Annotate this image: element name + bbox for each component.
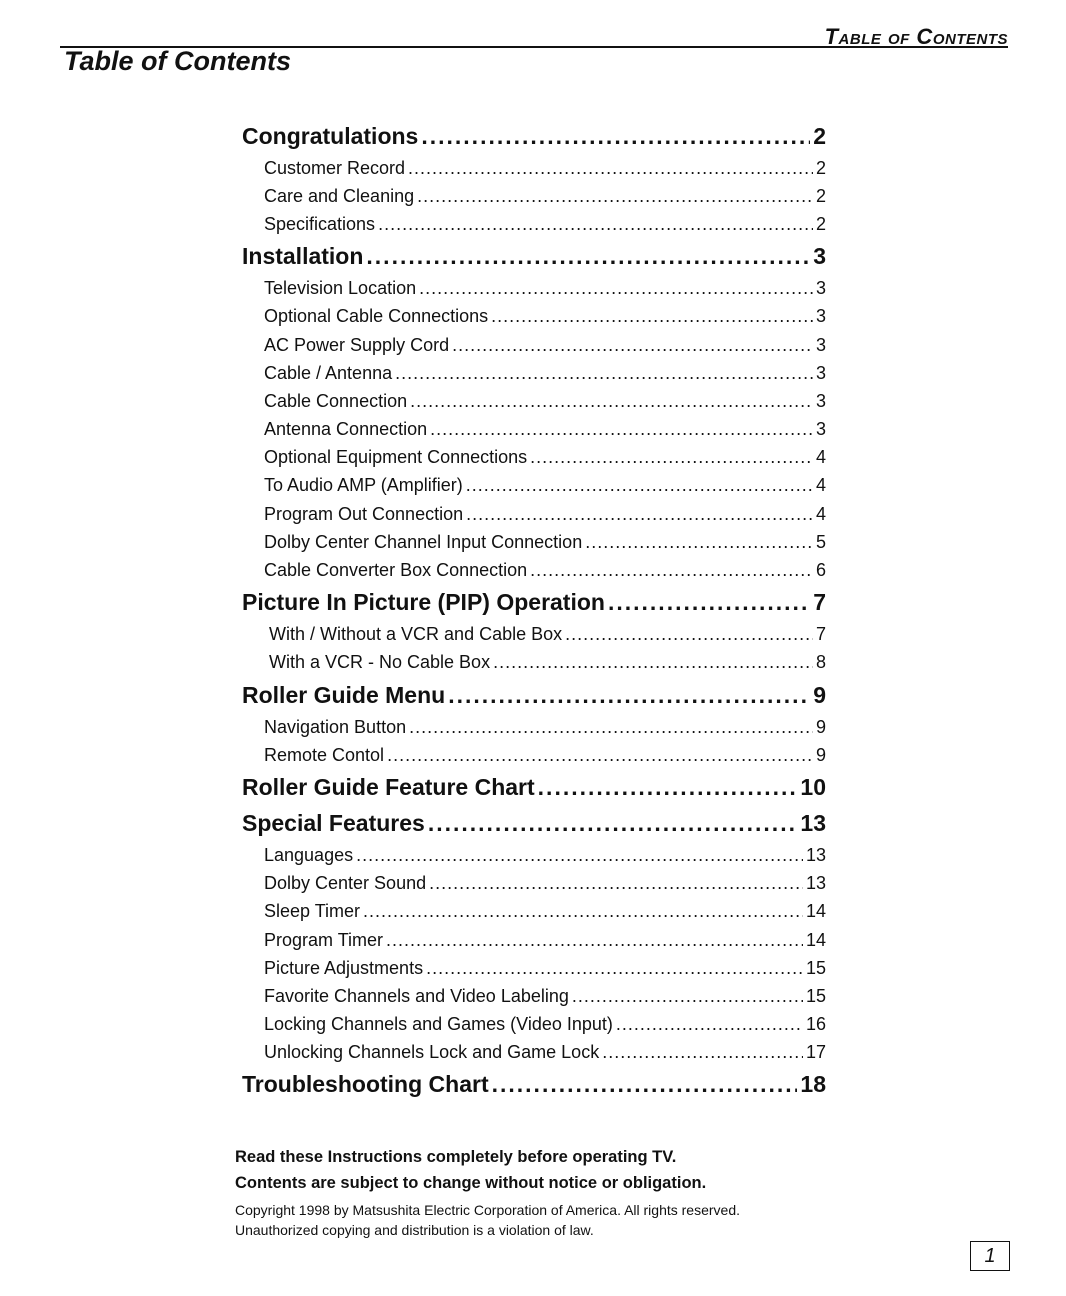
toc-entry-page: 13 — [805, 873, 826, 894]
toc-entry-title: With a VCR - No Cable Box — [269, 652, 491, 673]
notes — [235, 1144, 855, 1240]
toc-section-entry — [242, 805, 826, 841]
toc-entry-page: 3 — [815, 334, 826, 355]
toc-entry-page: 15 — [805, 985, 826, 1006]
toc-entry-title: Troubleshooting Chart — [242, 1071, 489, 1098]
toc-entry-title: Cable / Antenna — [264, 362, 393, 383]
toc-entry-page: 13 — [805, 844, 826, 865]
toc-entry-title: Roller Guide Feature Chart — [242, 773, 535, 800]
toc-entry-title: Navigation Button — [264, 716, 407, 737]
toc-subsection-entry — [242, 954, 826, 982]
toc-entry-title: Congratulations — [242, 122, 419, 149]
running-head: Table of Contents — [824, 24, 1008, 49]
dot-leader — [408, 158, 813, 179]
dot-leader — [538, 774, 798, 801]
toc-entry-title: AC Power Supply Cord — [264, 334, 450, 355]
toc-entry-title: Antenna Connection — [264, 419, 428, 440]
toc-entry-title: Picture Adjustments — [264, 957, 424, 978]
page-title: Table of Contents — [64, 46, 291, 76]
toc-entry-page: 3 — [815, 278, 826, 299]
toc-entry-title: With / Without a VCR and Cable Box — [269, 624, 563, 645]
toc-entry-page: 16 — [805, 1014, 826, 1035]
toc-entry-page: 6 — [815, 560, 826, 581]
toc-subsection-entry — [242, 182, 826, 210]
toc-entry-title: Optional Cable Connections — [264, 306, 489, 327]
dot-leader — [608, 589, 810, 616]
toc-entry-title: Locking Channels and Games (Video Input) — [264, 1014, 613, 1035]
toc-entry-title: Dolby Center Channel Input Connection — [264, 531, 583, 552]
toc-entry-title: Languages — [264, 844, 354, 865]
copyright-warning: Unauthorized copying and distribution is a violation of law. — [235, 1222, 594, 1238]
toc-entry-title: Unlocking Channels Lock and Game Lock — [264, 1042, 600, 1063]
toc-entry-page: 2 — [815, 213, 826, 234]
dot-leader — [448, 682, 810, 709]
toc-entry-page: 9 — [815, 744, 826, 765]
dot-leader — [430, 419, 813, 440]
dot-leader — [421, 123, 810, 150]
toc-entry-page: 4 — [815, 475, 826, 496]
toc-entry-page: 8 — [815, 652, 826, 673]
toc-entry-title: Picture In Picture (PIP) Operation — [242, 589, 605, 616]
copyright-line: Copyright 1998 by Matsushita Electric Corporation of America. All rights reserved. — [235, 1202, 741, 1218]
toc-entry-page: 14 — [805, 901, 826, 922]
dot-leader — [466, 475, 813, 496]
toc-subsection-entry — [242, 713, 826, 741]
toc-entry-page: 3 — [815, 390, 826, 411]
toc-entry-title: Special Features — [242, 809, 425, 836]
toc-entry-page: 14 — [805, 929, 826, 950]
toc-entry-page: 18 — [800, 1071, 826, 1098]
toc-subsection-entry — [242, 387, 826, 415]
toc-entry-page: 15 — [805, 957, 826, 978]
toc-entry-title: Cable Connection — [264, 390, 408, 411]
toc-entry-page: 3 — [815, 306, 826, 327]
toc-section-entry — [242, 239, 826, 275]
toc-entry-page: 10 — [800, 773, 826, 800]
toc-entry-title: Care and Cleaning — [264, 185, 415, 206]
toc-subsection-entry — [242, 331, 826, 359]
toc-entry-title: Specifications — [264, 213, 376, 234]
toc-entry-page: 3 — [815, 362, 826, 383]
toc-section-entry — [242, 118, 826, 154]
toc-entry-page: 2 — [815, 185, 826, 206]
toc-entry-title: Remote Contol — [264, 744, 385, 765]
toc-entry-page: 13 — [800, 809, 826, 836]
dot-leader — [572, 986, 803, 1007]
dot-leader — [417, 186, 813, 207]
dot-leader — [363, 901, 803, 922]
toc-subsection-entry — [242, 359, 826, 387]
toc-subsection-entry — [242, 841, 826, 869]
dot-leader — [530, 447, 813, 468]
dot-leader — [386, 930, 803, 951]
dot-leader — [492, 1071, 798, 1098]
toc-subsection-entry — [242, 416, 826, 444]
toc-section-entry — [242, 769, 826, 805]
toc-subsection-entry — [242, 926, 826, 954]
dot-leader — [387, 745, 813, 766]
dot-leader — [565, 624, 813, 645]
toc-entry-title: Dolby Center Sound — [264, 873, 427, 894]
toc-entry-page: 4 — [815, 503, 826, 524]
toc-subsection-entry — [242, 210, 826, 238]
toc-subsection-entry — [242, 500, 826, 528]
dot-leader — [452, 335, 813, 356]
toc-subsection-entry — [242, 444, 826, 472]
toc-subsection-entry — [242, 1011, 826, 1039]
toc-entry-page: 7 — [815, 624, 826, 645]
dot-leader — [466, 504, 813, 525]
toc-entry-page: 5 — [815, 531, 826, 552]
toc-subsection-entry — [242, 982, 826, 1010]
dot-leader — [493, 652, 813, 673]
instruction-note: Read these Instructions completely before operating TV. — [235, 1148, 677, 1166]
toc-entry-title: Program Timer — [264, 929, 384, 950]
toc-entry-title: To Audio AMP (Amplifier) — [264, 475, 463, 496]
dot-leader — [429, 873, 803, 894]
toc-subsection-entry — [242, 741, 826, 769]
dot-leader — [616, 1014, 803, 1035]
toc-subsection-entry — [242, 528, 826, 556]
toc-subsection-entry — [242, 1039, 826, 1067]
dot-leader — [366, 243, 810, 270]
toc-entry-page: 3 — [813, 243, 826, 270]
dot-leader — [491, 306, 813, 327]
toc-entry-page: 9 — [813, 681, 826, 708]
dot-leader — [585, 532, 813, 553]
dot-leader — [602, 1042, 803, 1063]
toc-section-entry — [242, 677, 826, 713]
page-number: 1 — [970, 1241, 1010, 1271]
toc-subsection-entry — [242, 870, 826, 898]
table-of-contents — [242, 118, 826, 1103]
toc-entry-title: Program Out Connection — [264, 503, 464, 524]
dot-leader — [395, 363, 813, 384]
dot-leader — [356, 845, 803, 866]
dot-leader — [428, 810, 798, 837]
dot-leader — [378, 214, 813, 235]
dot-leader — [409, 717, 813, 738]
toc-section-entry — [242, 585, 826, 621]
toc-subsection-entry — [242, 472, 826, 500]
toc-section-entry — [242, 1067, 826, 1103]
toc-entry-title: Sleep Timer — [264, 901, 361, 922]
toc-entry-page: 3 — [815, 419, 826, 440]
toc-subsection-entry — [242, 154, 826, 182]
toc-subsection-entry — [242, 649, 826, 677]
toc-entry-title: Customer Record — [264, 157, 406, 178]
dot-leader — [426, 958, 803, 979]
toc-entry-title: Roller Guide Menu — [242, 681, 446, 708]
toc-entry-title: Favorite Channels and Video Labeling — [264, 985, 569, 1006]
toc-subsection-entry — [242, 621, 826, 649]
toc-subsection-entry — [242, 275, 826, 303]
dot-leader — [410, 391, 813, 412]
toc-entry-page: 2 — [813, 122, 826, 149]
dot-leader — [419, 278, 813, 299]
toc-subsection-entry — [242, 556, 826, 584]
toc-entry-page: 4 — [815, 447, 826, 468]
toc-subsection-entry — [242, 898, 826, 926]
toc-entry-page: 7 — [813, 589, 826, 616]
toc-entry-page: 9 — [815, 716, 826, 737]
toc-entry-page: 2 — [815, 157, 826, 178]
toc-entry-title: Television Location — [264, 278, 417, 299]
change-notice: Contents are subject to change without notice or obligation. — [235, 1174, 707, 1192]
toc-entry-page: 17 — [805, 1042, 826, 1063]
toc-subsection-entry — [242, 303, 826, 331]
toc-entry-title: Optional Equipment Connections — [264, 447, 528, 468]
toc-entry-title: Installation — [242, 243, 364, 270]
dot-leader — [530, 560, 813, 581]
toc-entry-title: Cable Converter Box Connection — [264, 560, 528, 581]
